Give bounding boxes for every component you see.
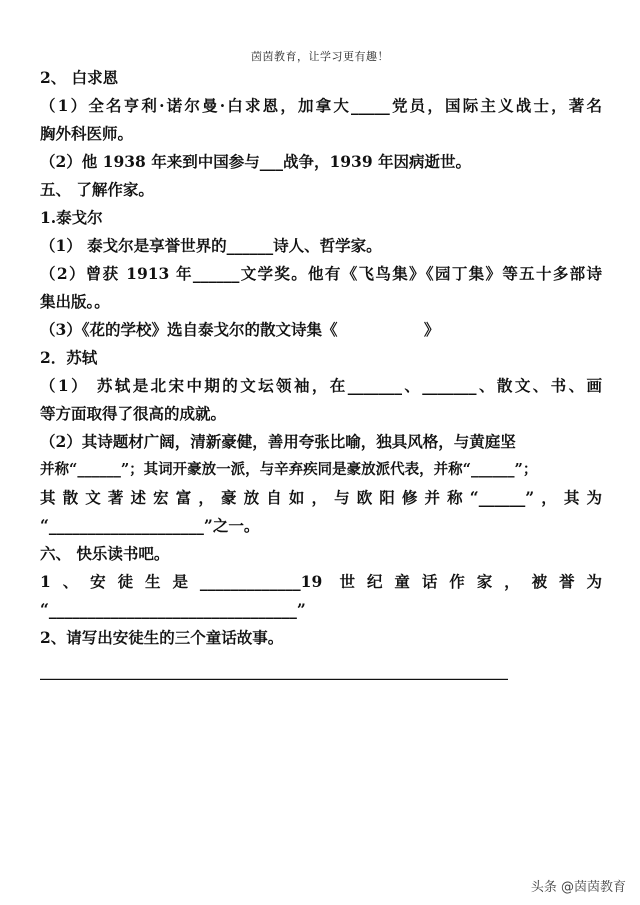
- heading-tagore: 1.泰戈尔: [40, 208, 103, 227]
- question-text: “________________________________”: [40, 600, 306, 619]
- answer-line: ________________________________________________________________________: [40, 666, 508, 681]
- heading-bethune: 2、 白求恩: [40, 68, 119, 87]
- question-text: 其散文著述宏富，豪放自如，与欧阳修并称“______”，其为: [40, 488, 602, 507]
- question-text: 等方面取得了很高的成就。: [40, 404, 227, 423]
- heading-sushi: 2．苏轼: [40, 348, 98, 367]
- question-text: “____________________”之一。: [40, 516, 260, 535]
- footer-watermark: 头条 @茵茵教育: [530, 880, 626, 895]
- question-text: （1）全名亨利·诺尔曼·白求恩，加拿大_____党员，国际主义战士，著名: [40, 96, 602, 115]
- question-text: （1） 泰戈尔是享誉世界的______诗人、哲学家。: [40, 236, 382, 255]
- question-text: （3）《花的学校》选自泰戈尔的散文诗集《 》: [40, 320, 440, 339]
- question-text: 1、安徒生是_____________19 世纪童话作家，被誉为: [40, 572, 602, 591]
- page-header: 茵茵教育，让学习更有趣！: [251, 50, 389, 63]
- question-text: 集出版。。: [40, 292, 110, 311]
- question-text: （2）其诗题材广阔，清新豪健，善用夸张比喻，独具风格，与黄庭坚: [40, 432, 516, 451]
- question-text: （2）他 1938 年来到中国参与___战争，1939 年因病逝世。: [40, 152, 472, 171]
- question-text: 2、请写出安徒生的三个童话故事。: [40, 628, 284, 647]
- question-text: （2）曾获 1913 年______文学奖。他有《飞鸟集》《园丁集》等五十多部诗: [40, 264, 602, 283]
- question-text: 胸外科医师。: [40, 124, 134, 143]
- section-heading-6: 六、 快乐读书吧。: [40, 544, 170, 563]
- question-text: 并称“______”；其词开豪放一派，与辛弃疾同是豪放派代表，并称“______”；: [40, 461, 538, 478]
- section-heading-5: 五、 了解作家。: [40, 180, 154, 199]
- question-text: （1） 苏轼是北宋中期的文坛领袖，在_______、_______、散文、书、画: [40, 376, 602, 395]
